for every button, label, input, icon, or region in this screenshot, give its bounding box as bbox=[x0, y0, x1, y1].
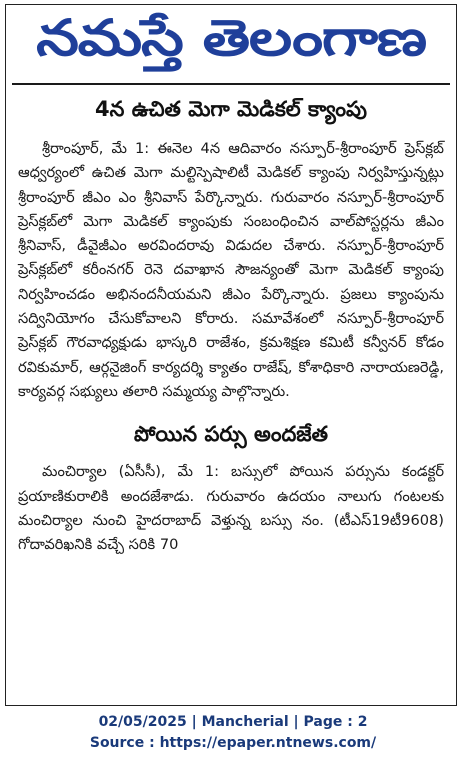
newspaper-masthead: నమస్తే తెలంగాణ bbox=[36, 8, 426, 67]
edition-info: 02/05/2025 | Mancherial | Page : 2 bbox=[98, 714, 368, 730]
masthead-divider bbox=[12, 83, 450, 85]
article-headline-medical-camp: 4న ఉచిత మెగా మెడికల్ క్యాంపు bbox=[95, 97, 367, 121]
source-link[interactable]: Source : https://epaper.ntnews.com/ bbox=[89, 735, 377, 751]
article-body-medical-camp: శ్రీరాంపూర్, మే 1: ఈనెల 4న ఆదివారం నస్పూర్-శ్రీరాంపూర్ ప్రెస్‌క్లబ్ ఆధ్వర్యంలో ఉచిత మెగా మల్టిస్పెషాలిటీ మెడికల్ క్యాంపు నిర్వహిస్తున్నట్లు శ్రీరాంపూర్ జీఎం ఎం శ్రీనివాస్ పేర్కొన్నారు. గురువారం నస్పూర్-శ్రీరాంపూర్ ప్రెస్‌క్లబ్‌లో మెగా మెడికల్ క్యాంపుకు సంబంధించిన వాల్‌పోస్టర్లను జీఎం శ్రీనివాస్, డీవైజీఎం అరవిందరావు విడుదల చేశారు. నస్పూర్-శ్రీరాంపూర్ ప్రెస్‌క్లబ్‌లో కరీంనగర్ రెనె దవాఖాన సౌజన్యంతో మెగా మెడికల్ క్యాంపు నిర్వహించడం అభినందనీయమని జీఎం పేర్కొన్నారు. ప్రజలు క్యాంపును సద్వినియోగం చేసుకోవాలని కోరారు. సమావేశంలో నస్పూర్-శ్రీరాంపూర్ ప్రెస్‌క్లబ్ గౌరవాధ్యక్షుడు భాస్కరి రాజేశం, క్రమశిక్షణ కమిటీ కన్వీనర్ కోడం రవికుమార్, ఆర్గనైజింగ్ కార్యదర్శి క్యాతం రాజేష్, కోశాధికారి నారాయణరెడ్డి, కార్యవర్గ సభ్యులు తలారి సమ్మయ్య పాల్గొన్నారు. bbox=[18, 140, 444, 400]
article-headline-purse-returned: పోయిన పర్సు అందజేత bbox=[134, 422, 328, 447]
newspaper-clipping bbox=[5, 4, 457, 706]
article-body-purse-returned: మంచిర్యాల (ఏసీసీ), మే 1: బస్సులో పోయిన పర్సును కండక్టర్ ప్రయాణికురాలికి అందజేశాడు. గురువారం ఉదయం నాలుగు గంటలకు మంచిర్యాల నుంచి హైదరాబాద్ వెళ్తున్న బస్సు నం. (టీఎస్19టీ9608) గోదావరిఖనికి వచ్చే సరికి 70 bbox=[18, 463, 444, 554]
